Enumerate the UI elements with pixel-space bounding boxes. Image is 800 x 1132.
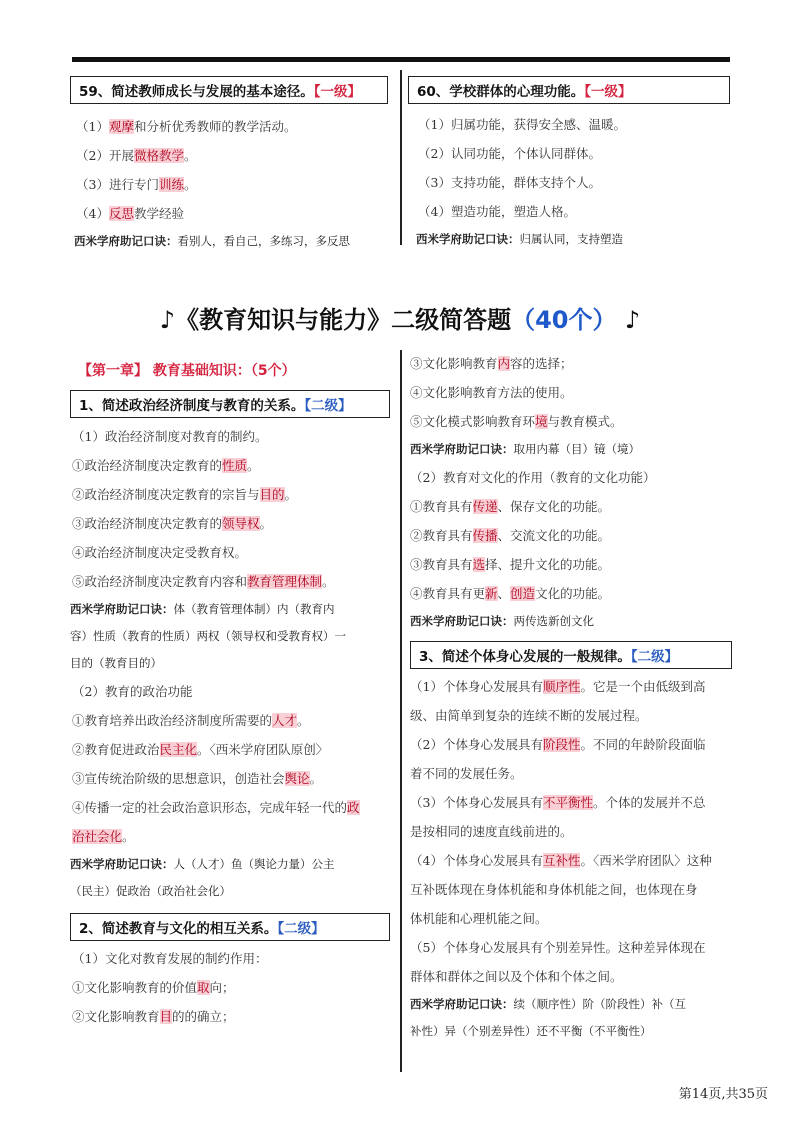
text-segment: （2）教育的政治功能 [72, 684, 193, 699]
text-segment: （2）教育对文化的作用（教育的文化功能） [410, 470, 656, 485]
text-line [410, 875, 732, 904]
text-line [410, 521, 732, 550]
text-segment: 。 [309, 771, 323, 786]
highlight: 内 [497, 356, 511, 371]
chapter-heading: 【第一章】 教育基础知识：（5个） [78, 363, 296, 379]
text-line [410, 962, 732, 991]
text-segment: 。 [297, 713, 310, 728]
question-2-mnemonic-2 [410, 608, 732, 635]
text-segment: 的的确立； [172, 1009, 235, 1024]
text-line [410, 788, 732, 817]
highlight: 微格教学 [133, 148, 184, 163]
text-segment: 容的选择； [510, 356, 573, 371]
text-segment: ①政治经济制度决定教育的 [72, 458, 223, 473]
question-2-body [70, 941, 390, 1031]
highlight: 不平衡性 [542, 795, 593, 810]
text-line [72, 944, 390, 973]
text-line [410, 759, 732, 788]
text-segment: 。 [322, 574, 335, 589]
text-line [76, 199, 388, 228]
mnemonic-text: （民主）促政治（政治社会化） [70, 884, 231, 898]
question-60-title: 60、学校群体的心理功能。【一级】 [408, 76, 730, 104]
text-segment: 。 [183, 148, 197, 163]
text-segment: 。不同的年龄阶段面临 [580, 737, 706, 752]
text-segment: 向； [209, 980, 235, 995]
highlight: 性质 [222, 458, 248, 473]
text-segment: 。它是一个由低级到高 [580, 679, 706, 694]
text-segment: 教学经验 [133, 206, 184, 221]
highlight: 境 [535, 414, 548, 429]
text-line [410, 846, 732, 875]
highlight: 取 [197, 980, 210, 995]
mnemonic-text: 续（顺序性）阶（阶段性）补（互 [513, 997, 686, 1011]
text-segment: 。 [247, 458, 260, 473]
text-segment: ②文化影响教育 [72, 1009, 160, 1024]
section-heading: ♪《教育知识与能力》二级简答题（40个） ♪ [159, 306, 641, 334]
mnemonic-text: 目的（教育目的） [70, 656, 162, 670]
text-segment: 。个体的发展并不总 [592, 795, 706, 810]
right-column [410, 349, 732, 1045]
text-segment: 与教育模式。 [547, 414, 623, 429]
text-line [72, 538, 390, 567]
text-segment: （2）个体身心发展具有 [410, 737, 543, 752]
text-segment: ①文化影响教育的价值 [72, 980, 198, 995]
text-segment: （4）个体身心发展具有 [410, 853, 543, 868]
mnemonic-label: 西米学府助记口诀： [70, 857, 174, 871]
text-line [72, 1002, 390, 1031]
text-line [410, 349, 732, 378]
text-line [418, 197, 730, 226]
question-2-mnemonic-1 [410, 436, 732, 463]
question-1-mnemonic-2 [70, 851, 390, 905]
text-segment: ③宣传统治阶级的思想意识，创造社会 [72, 771, 285, 786]
text-line [72, 735, 390, 764]
highlight: 政 [347, 800, 360, 815]
text-line [72, 480, 390, 509]
text-segment: 。 [122, 829, 135, 844]
highlight: 观摩 [108, 119, 134, 134]
text-segment: 、保存文化的功能。 [497, 499, 611, 514]
mnemonic-label: 西米学府助记口诀： [410, 442, 514, 456]
page-number: 第14页,共35页 [678, 1087, 768, 1102]
text-segment: 择、提升文化的功能。 [485, 557, 611, 572]
text-segment: 。 [284, 487, 298, 502]
text-segment: （4） [76, 206, 109, 221]
mnemonic-label: 西米学府助记口诀： [410, 997, 514, 1011]
text-line [410, 817, 732, 846]
question-1-title: 1、简述政治经济制度与教育的关系。【二级】 [70, 390, 390, 418]
highlight: 目的 [259, 487, 285, 502]
text-line [72, 973, 390, 1002]
text-segment: ④教育具有更 [410, 586, 486, 601]
text-line [410, 407, 732, 436]
text-line [410, 933, 732, 962]
text-line [410, 378, 732, 407]
column-divider-top [400, 70, 402, 245]
text-segment: ①教育具有 [410, 499, 473, 514]
text-segment: 。 [259, 516, 273, 531]
text-segment: ④传播一定的社会政治意识形态，完成年轻一代的 [72, 800, 348, 815]
left-column [70, 356, 390, 1031]
highlight: 反思 [108, 206, 134, 221]
text-segment: （5）个体身心发展具有个别差异性。这种差异体现在 [410, 940, 706, 955]
text-line [410, 550, 732, 579]
mnemonic-text: 体（教育管理体制）内（教育内 [173, 602, 335, 616]
text-segment: （2）开展 [76, 148, 134, 163]
text-line [76, 170, 388, 199]
text-segment: （3）个体身心发展具有 [410, 795, 543, 810]
highlight: 传播 [472, 528, 498, 543]
text-segment: ⑤政治经济制度决定教育内容和 [72, 574, 248, 589]
text-segment: ③政治经济制度决定教育的 [72, 516, 223, 531]
highlight: 互补性 [542, 853, 581, 868]
question-2-body-2 [410, 463, 732, 608]
highlight: 训练 [158, 177, 184, 192]
text-line [72, 509, 390, 538]
text-segment: ②教育具有 [410, 528, 473, 543]
text-segment: （1）政治经济制度对教育的制约。 [72, 429, 268, 444]
text-segment: 级、由简单到复杂的连续不断的发展过程。 [410, 708, 648, 723]
question-59 [70, 76, 388, 255]
text-line [72, 422, 390, 451]
text-line [76, 141, 388, 170]
question-2-body-cont [410, 349, 732, 436]
text-line [72, 706, 390, 735]
text-line [410, 701, 732, 730]
highlight: 创造 [510, 586, 536, 601]
text-segment: 、 [497, 586, 511, 601]
text-line [410, 904, 732, 933]
text-line [72, 567, 390, 596]
mnemonic-text: 容）性质（教育的性质）两权（领导权和受教育权）一 [70, 629, 346, 643]
mnemonic-text: 两传选新创文化 [513, 614, 594, 628]
mnemonic-label: 西米学府助记口诀： [410, 614, 514, 628]
question-1-body-2 [70, 677, 390, 851]
text-line [410, 730, 732, 759]
question-60-mnemonic: 西米学府助记口诀：归属认同，支持塑造 [416, 232, 623, 246]
text-segment: （1）文化对教育发展的制约作用： [72, 951, 268, 966]
question-3-mnemonic [410, 991, 732, 1045]
text-segment: （1） [76, 119, 109, 134]
text-line [410, 463, 732, 492]
text-segment: ②政治经济制度决定教育的宗旨与 [72, 487, 260, 502]
text-segment: ④政治经济制度决定受教育权。 [72, 545, 248, 560]
highlight: 教育管理体制 [247, 574, 323, 589]
text-segment: 文化的功能。 [535, 586, 611, 601]
text-line [418, 168, 730, 197]
text-segment: ②教育促进政治 [72, 742, 160, 757]
text-segment: （1）归属功能，获得安全感、温暖。 [418, 117, 626, 132]
text-line [72, 451, 390, 480]
text-segment: ③教育具有 [410, 557, 473, 572]
text-line [72, 822, 390, 851]
text-line [72, 764, 390, 793]
highlight: 人才 [272, 713, 298, 728]
highlight: 治社会化 [72, 829, 123, 844]
text-line [410, 492, 732, 521]
text-segment: 是按相同的速度直线前进的。 [410, 824, 573, 839]
text-segment: 互补既体现在身体机能和身体机能之间，也体现在身 [410, 882, 698, 897]
highlight: 目 [159, 1009, 173, 1024]
text-segment: （2）认同功能，个体认同群体。 [418, 146, 601, 161]
text-segment: ④文化影响教育方法的使用。 [410, 385, 573, 400]
mnemonic-text: 取用内幕（目）镜（境） [513, 442, 640, 456]
highlight: 阶段性 [542, 737, 581, 752]
text-segment: （3）进行专门 [76, 177, 159, 192]
text-line [418, 110, 730, 139]
question-60-body [408, 104, 730, 226]
text-segment: ③文化影响教育 [410, 356, 498, 371]
question-3-title: 3、简述个体身心发展的一般规律。【二级】 [410, 641, 732, 669]
text-line [410, 579, 732, 608]
highlight: 顺序性 [542, 679, 581, 694]
mnemonic-label: 西米学府助记口诀： [70, 602, 174, 616]
highlight: 领导权 [222, 516, 260, 531]
text-segment: 体机能和心理机能之间。 [410, 911, 548, 926]
question-59-body [70, 104, 388, 228]
top-rule [72, 57, 730, 62]
column-divider-bottom [400, 350, 402, 1072]
text-segment: ①教育培养出政治经济制度所需要的 [72, 713, 273, 728]
question-59-mnemonic: 西米学府助记口诀：看别人，看自己，多练习，多反思 [74, 234, 350, 248]
highlight: 民主化 [159, 742, 198, 757]
text-segment: （1）个体身心发展具有 [410, 679, 543, 694]
question-1-body [70, 418, 390, 596]
question-3-body [410, 669, 732, 991]
text-line [72, 677, 390, 706]
text-line [410, 672, 732, 701]
question-60 [408, 76, 730, 253]
text-segment: 。〈西米学府团队原创〉 [197, 742, 329, 757]
mnemonic-text: 补性）异（个别差异性）还不平衡（不平衡性） [410, 1024, 652, 1038]
highlight: 舆论 [284, 771, 310, 786]
text-line [76, 112, 388, 141]
text-segment: ⑤文化模式影响教育环 [410, 414, 536, 429]
question-59-title: 59、简述教师成长与发展的基本途径。【一级】 [70, 76, 388, 104]
text-segment: （3）支持功能，群体支持个人。 [418, 175, 601, 190]
highlight: 选 [472, 557, 486, 572]
text-line [72, 793, 390, 822]
text-segment: 、交流文化的功能。 [497, 528, 611, 543]
mnemonic-text: 人（人才）鱼（舆论力量）公主 [173, 857, 335, 871]
question-2-title: 2、简述教育与文化的相互关系。【二级】 [70, 913, 390, 941]
text-segment: 。 [183, 177, 197, 192]
question-1-mnemonic-1 [70, 596, 390, 677]
highlight: 新 [485, 586, 498, 601]
text-segment: 和分析优秀教师的教学活动。 [133, 119, 297, 134]
text-segment: （4）塑造功能，塑造人格。 [418, 204, 576, 219]
text-line [418, 139, 730, 168]
highlight: 传递 [472, 499, 498, 514]
text-segment: 。〈西米学府团队〉这种 [580, 853, 712, 868]
text-segment: 着不同的发展任务。 [410, 766, 523, 781]
text-segment: 群体和群体之间以及个体和个体之间。 [410, 969, 623, 984]
